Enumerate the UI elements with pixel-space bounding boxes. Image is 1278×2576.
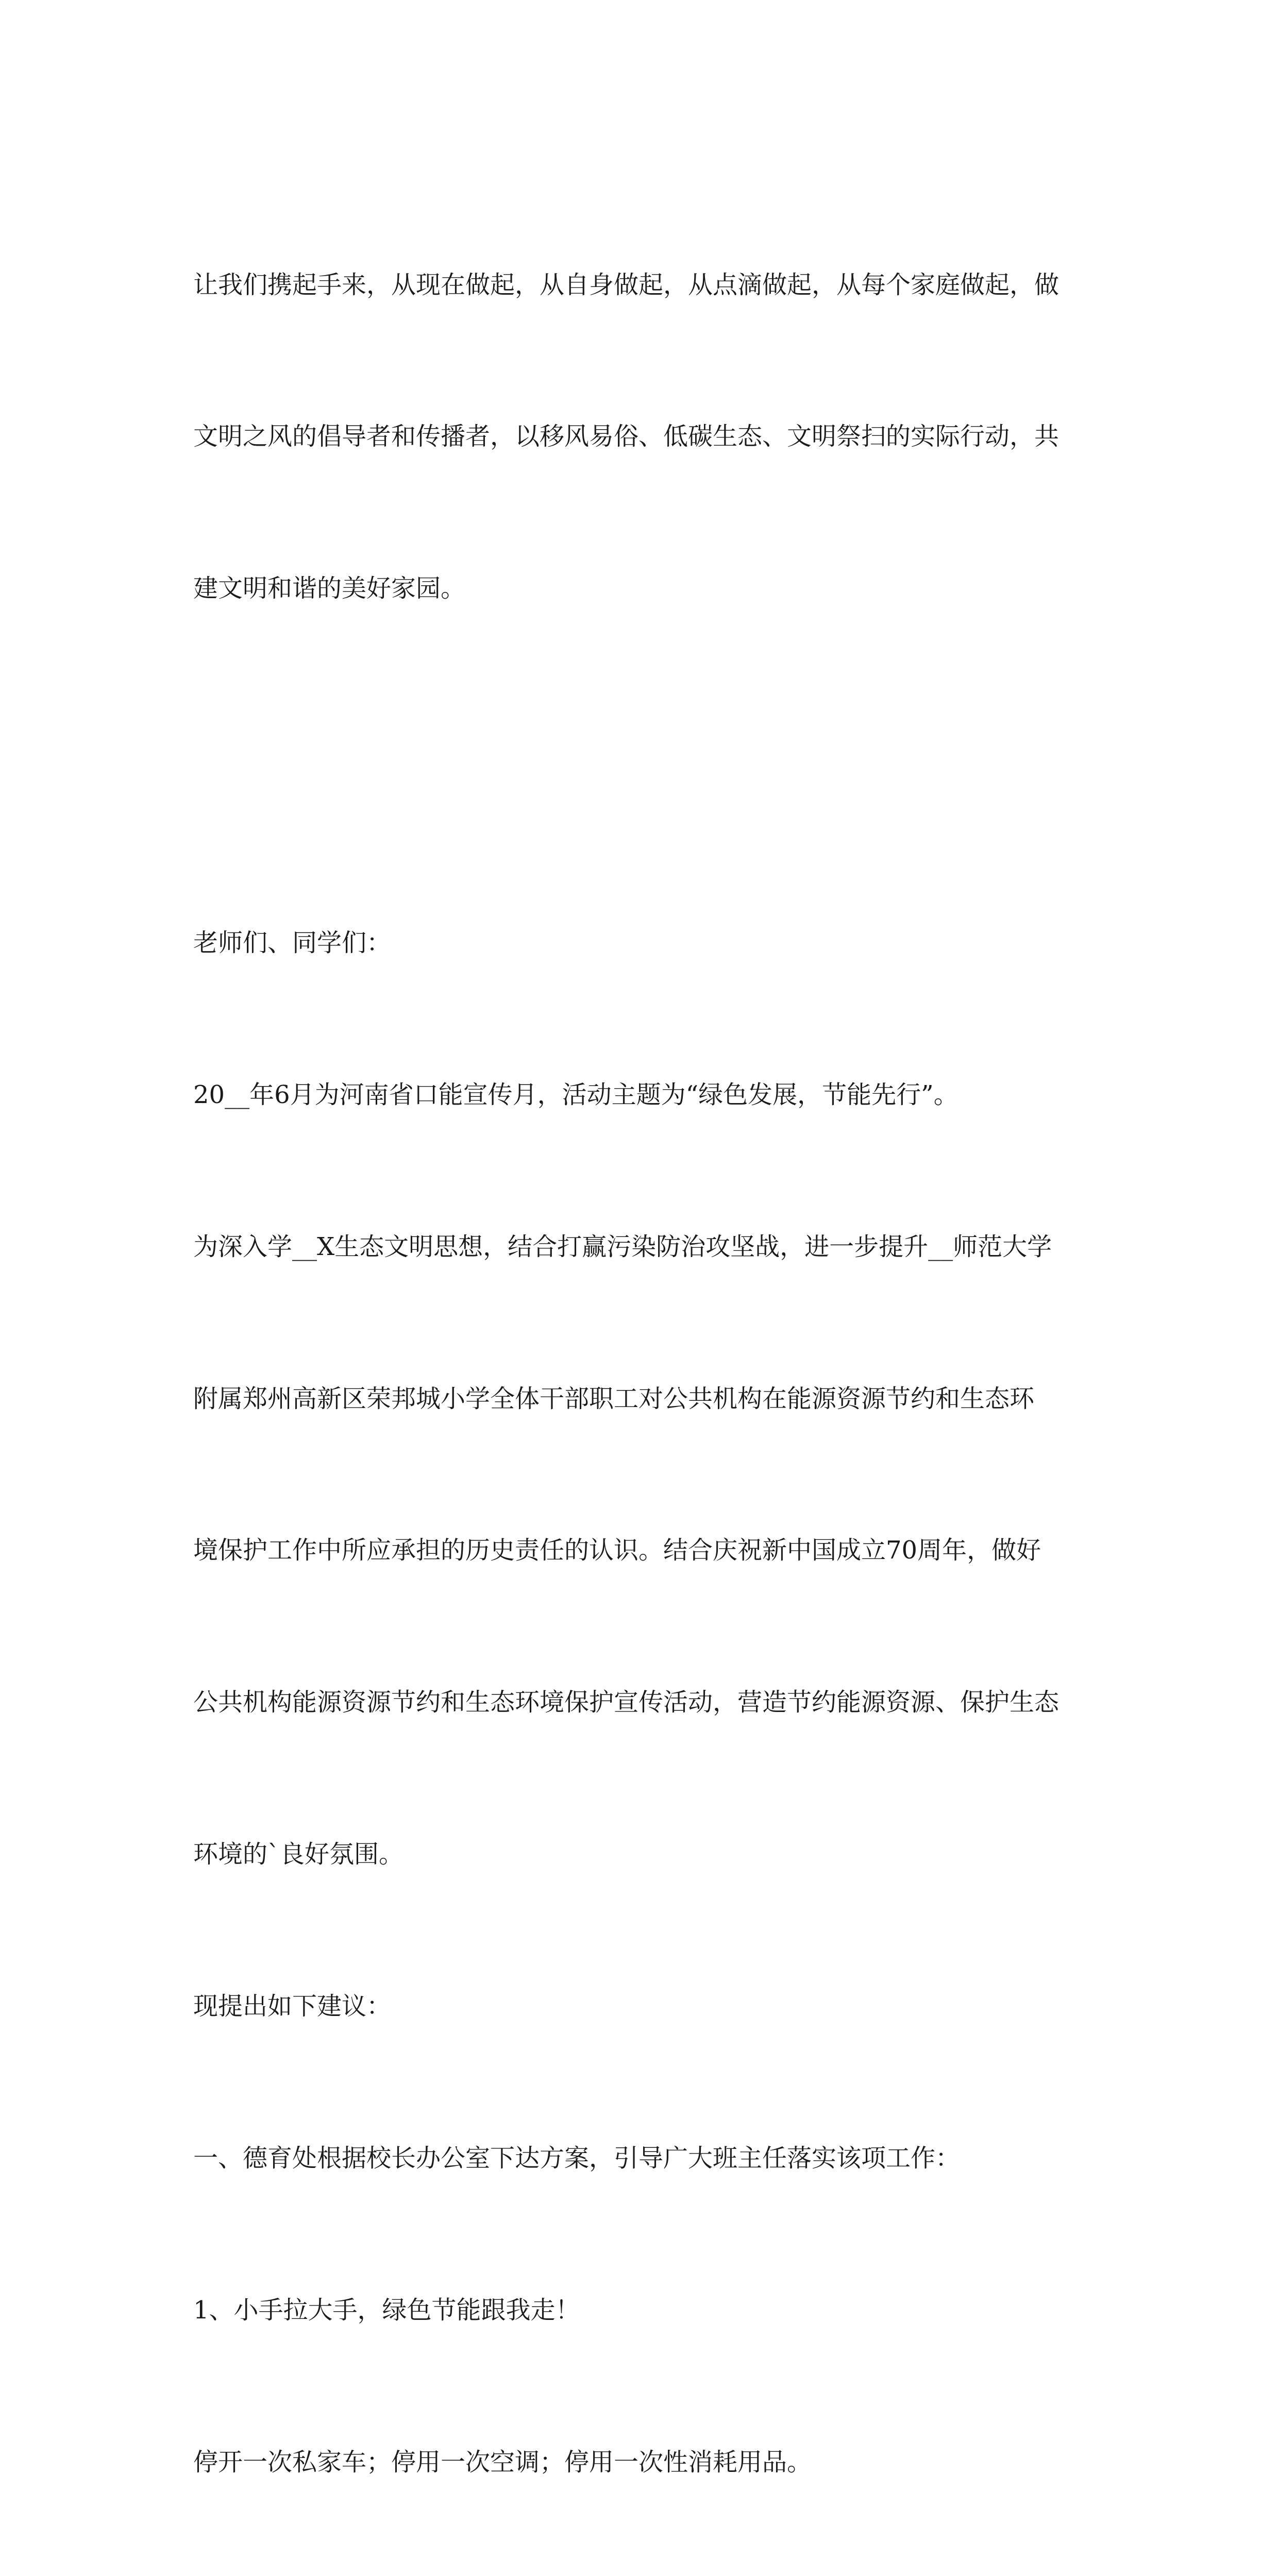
text-line: 境保护工作中所应承担的历史责任的认识。结合庆祝新中国成立70周年，做好 — [193, 1536, 1041, 1565]
text-line: 为深入学__X生态文明思想，结合打赢污染防治攻坚战，进一步提升__师范大学 — [193, 1232, 1052, 1261]
text-line: 文明之风的倡导者和传播者，以移风易俗、低碳生态、文明祭扫的实际行动，共 — [193, 422, 1060, 451]
text-line: 停开一次私家车；停用一次空调；停用一次性消耗用品。 — [193, 2447, 812, 2477]
list-item: 1、小手拉大手，绿色节能跟我走！ — [193, 2295, 580, 2325]
document-body — [193, 158, 1090, 2576]
letter-body — [193, 816, 1090, 2576]
paragraph-gap — [193, 715, 1090, 816]
text-line: 现提出如下建议： — [193, 1992, 392, 2021]
section-heading: 一、德育处根据校长办公室下达方案，引导广大班主任落实该项工作： — [193, 2143, 961, 2173]
text-line: 环境的`良好氛围。 — [193, 1840, 404, 1869]
text-line: 让我们携起手来，从现在做起，从自身做起，从点滴做起，从每个家庭做起，做 — [193, 270, 1060, 299]
salutation: 老师们、同学们： — [193, 928, 392, 957]
text-line: 建文明和谐的美好家园。 — [193, 574, 466, 603]
intro-paragraph — [193, 158, 1090, 715]
text-line: 20__年6月为河南省口能宣传月，活动主题为“绿色发展，节能先行”。 — [193, 1080, 959, 1109]
text-line: 附属郑州高新区荣邦城小学全体干部职工对公共机构在能源资源节约和生态环 — [193, 1384, 1035, 1413]
text-line: 公共机构能源资源节约和生态环境保护宣传活动，营造节约能源资源、保护生态 — [193, 1688, 1060, 1717]
